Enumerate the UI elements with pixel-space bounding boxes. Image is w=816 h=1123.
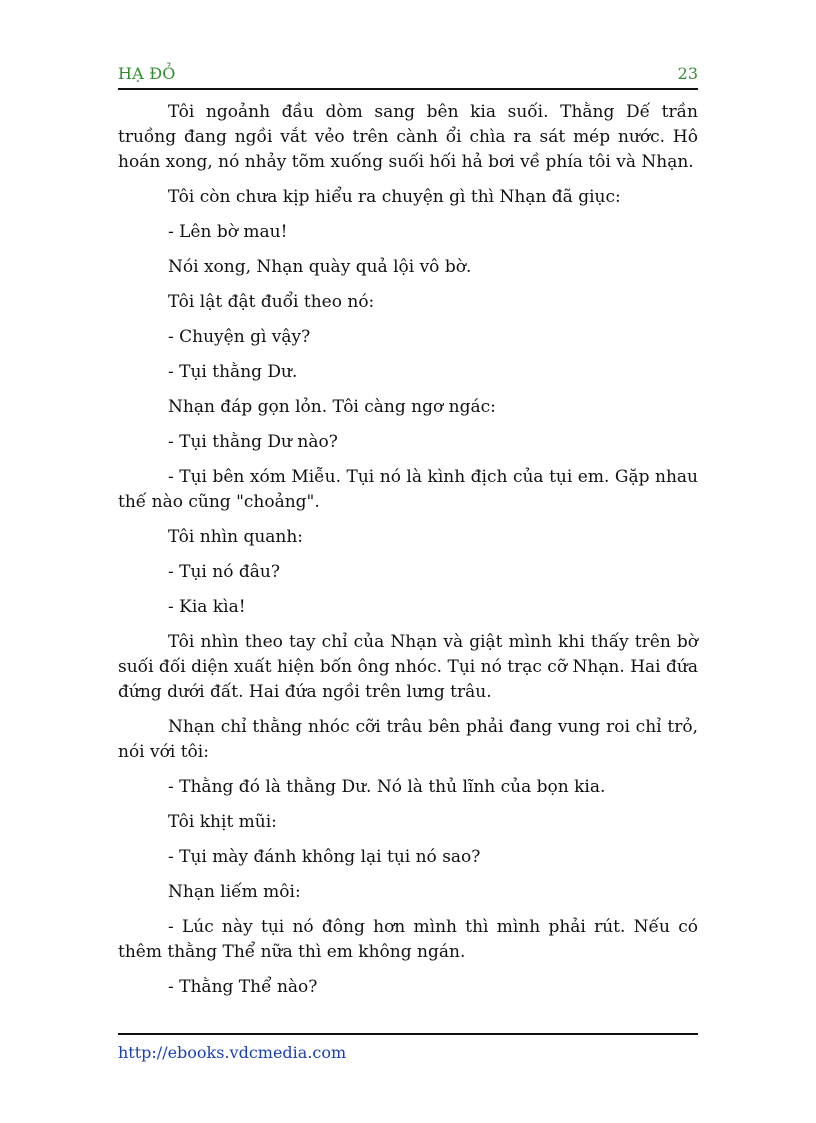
paragraph: Nói xong, Nhạn quày quả lội vô bờ. bbox=[168, 257, 472, 277]
paragraph: Tôi còn chưa kịp hiểu ra chuyện gì thì Nhạn đã giục: bbox=[168, 187, 621, 207]
paragraph: - Kia kìa! bbox=[168, 597, 246, 617]
paragraph: - Tụi mày đánh không lại tụi nó sao? bbox=[168, 847, 481, 867]
ebook-site-link[interactable]: http://ebooks.vdcmedia.com bbox=[118, 1043, 347, 1062]
paragraph: - Tụi bên xóm Miễu. Tụi nó là kình địch của tụi em. Gặp nhau thế nào cũng "choảng". bbox=[118, 467, 698, 512]
page-number: 23 bbox=[677, 64, 698, 83]
paragraph: - Lên bờ mau! bbox=[168, 222, 288, 242]
paragraph: Nhạn liếm môi: bbox=[168, 882, 301, 902]
paragraph: Tôi lật đật đuổi theo nó: bbox=[168, 292, 375, 312]
paragraph: Tôi nhìn quanh: bbox=[168, 527, 304, 547]
paragraph: Nhạn chỉ thằng nhóc cỡi trâu bên phải đang vung roi chỉ trỏ, nói với tôi: bbox=[118, 717, 698, 762]
paragraph: Nhạn đáp gọn lỏn. Tôi càng ngơ ngác: bbox=[168, 397, 496, 417]
paragraph: Tôi nhìn theo tay chỉ của Nhạn và giật mình khi thấy trên bờ suối đối diện xuất hiện bốn ông nhóc. Tụi nó trạc cỡ Nhạn. Hai đứa đứng dưới đất. Hai đứa ngồi trên lưng trâu. bbox=[118, 632, 698, 702]
paragraph: - Lúc này tụi nó đông hơn mình thì mình phải rút. Nếu có thêm thằng Thể nữa thì em không ngán. bbox=[118, 917, 698, 962]
paragraph: - Tụi nó đâu? bbox=[168, 562, 280, 582]
footer-divider bbox=[118, 1033, 698, 1035]
paragraph: - Thằng Thể nào? bbox=[168, 977, 318, 997]
paragraph: Tôi khịt mũi: bbox=[168, 812, 277, 832]
page-body bbox=[118, 100, 698, 1010]
page-header bbox=[118, 62, 698, 90]
paragraph: - Thằng đó là thằng Dư. Nó là thủ lĩnh của bọn kia. bbox=[168, 777, 606, 797]
paragraph: - Tụi thằng Dư nào? bbox=[168, 432, 338, 452]
paragraph: - Tụi thằng Dư. bbox=[168, 362, 298, 382]
paragraph: Tôi ngoảnh đầu dòm sang bên kia suối. Thằng Dế trần truồng đang ngồi vắt vẻo trên cành ổi chìa ra sát mép nước. Hô hoán xong, nó nhảy tõm xuống suối hối hả bơi về phía tôi và Nhạn. bbox=[118, 102, 698, 172]
paragraph: - Chuyện gì vậy? bbox=[168, 327, 311, 347]
book-title: HẠ ĐỎ bbox=[118, 64, 176, 83]
